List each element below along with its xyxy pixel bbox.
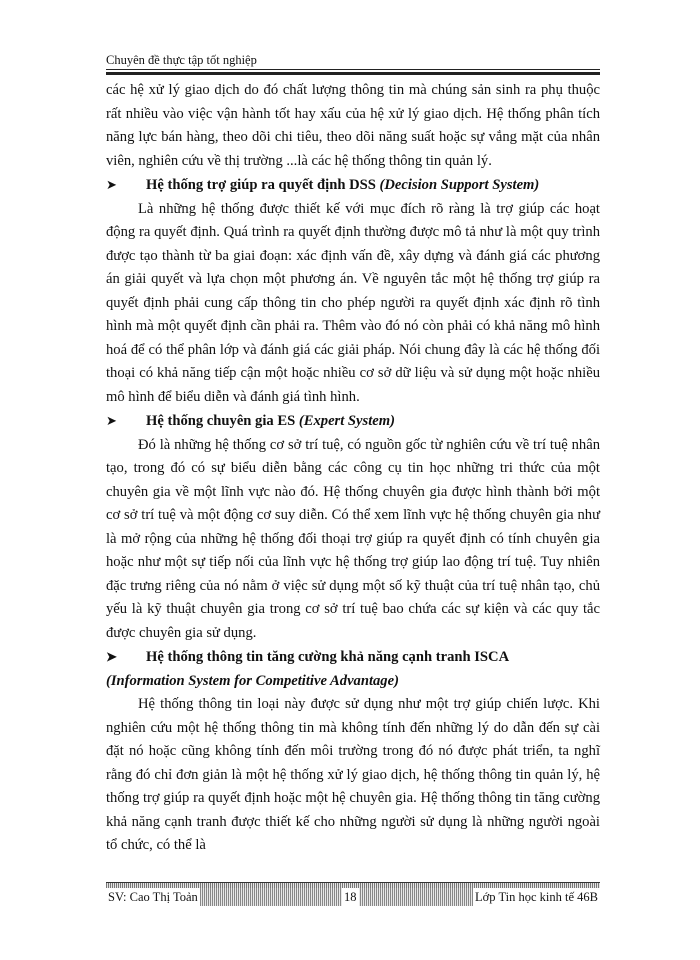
header-rule (106, 69, 600, 70)
arrowhead-bullet-icon: ➤ (106, 177, 117, 192)
heading-dss-english: (Decision Support System) (379, 177, 540, 193)
page-footer (106, 888, 600, 906)
page-number: 18 (344, 890, 357, 904)
header-title: Chuyên đề thực tập tốt nghiệp (106, 53, 257, 67)
header-rule-thick (106, 72, 600, 75)
paragraph-es: Đó là những hệ thống cơ sở trí tuệ, có nguồn gốc từ nghiên cứu về trí tuệ nhân tạo, trong đó có sự biểu diễn bằng các công cụ tin học những tri thức của một chuyên gia về một lĩnh vực nào đó. Hệ thống chuyên gia được hình thành bởi một cơ sở trí tuệ và một động cơ suy diễn. Có thể xem lĩnh vực hệ thống chuyên gia như là mở rộng của những hệ thống đối thoại trợ giúp ra quyết định có tính chuyên gia hoặc như một sự tiếp nối của lĩnh vực hệ thống trợ giúp lao động trí tuệ. Tuy nhiên đặc trưng riêng của nó nằm ở việc sử dụng một số kỹ thuật của trí tuệ nhân tạo, chủ yếu là kỹ thuật chuyên gia trong cơ sở trí tuệ bao chứa các sự kiện và các quy tắc được chuyên gia sử dụng. (106, 436, 600, 641)
heading-es-english: (Expert System) (298, 413, 395, 429)
heading-es (106, 409, 600, 434)
paragraph-intro: các hệ xử lý giao dịch do đó chất lượng thông tin mà chúng sản sinh ra phụ thuộc rất nhiều vào việc vận hành tốt hay xấu của hệ xử lý giao dịch. Hệ thống phân tích năng lực bán hàng, theo dõi chi tiêu, theo dõi năng suất hoặc sự vắng mặt của nhân viên, nghiên cứu về thị trường ...là các hệ thống thông tin quản lý. (106, 82, 600, 169)
heading-isca-english: (Information System for Competitive Advantage) (106, 672, 399, 689)
arrowhead-bullet-icon: ➤ (106, 413, 117, 428)
paragraph-isca: Hệ thống thông tin loại này được sử dụng như một trợ giúp chiến lược. Khi nghiên cứu một hệ thống thông tin mà không tính đến những lý do dẫn đến sự cài đặt nó hoặc cũng không tính đến môi trường trong đó nó được phát triển, ta nghĩ rằng đó chỉ đơn giản là một hệ thống xử lý giao dịch, hệ thống thông tin quản lý, hệ thống trợ giúp ra quyết định hoặc một hệ chuyên gia. Hệ thống thông tin tăng cường khả năng cạnh tranh được thiết kế cho những người sử dụng là những người ngoài tổ chức, có thể là (106, 696, 600, 853)
heading-isca-title: Hệ thống thông tin tăng cường khả năng cạnh tranh ISCA (146, 649, 510, 665)
heading-es-title: Hệ thống chuyên gia ES (146, 413, 296, 429)
heading-isca (106, 645, 600, 693)
footer-student: SV: Cao Thị Toản (108, 890, 198, 904)
document-body (106, 79, 600, 858)
page-header (106, 52, 598, 68)
arrowhead-bullet-icon: ➤ (106, 649, 117, 664)
heading-dss-title: Hệ thống trợ giúp ra quyết định DSS (146, 177, 376, 193)
footer-class: Lớp Tin học kinh tế 46B (475, 890, 598, 904)
paragraph-dss: Là những hệ thống được thiết kế với mục đích rõ ràng là trợ giúp các hoạt động ra quyết định. Quá trình ra quyết định thường được mô tả như là một quy trình được tạo thành từ ba giai đoạn: xác định vấn đề, xây dựng và đánh giá các phương án giải quyết và lựa chọn một phương án. Về nguyên tắc một hệ thống trợ giúp ra quyết định phải cung cấp thông tin cho phép người ra quyết định xác định rõ tình hình mà một quyết định cần phải ra. Thêm vào đó nó còn phải có khả năng mô hình hoá để có thể phân lớp và đánh giá các giải pháp. Nói chung đây là các hệ thống đối thoại có khả năng tiếp cận một hoặc nhiều cơ sở dữ liệu và sử dụng một hoặc nhiều mô hình để biểu diễn và đánh giá tình hình. (106, 200, 600, 405)
heading-dss (106, 173, 600, 198)
